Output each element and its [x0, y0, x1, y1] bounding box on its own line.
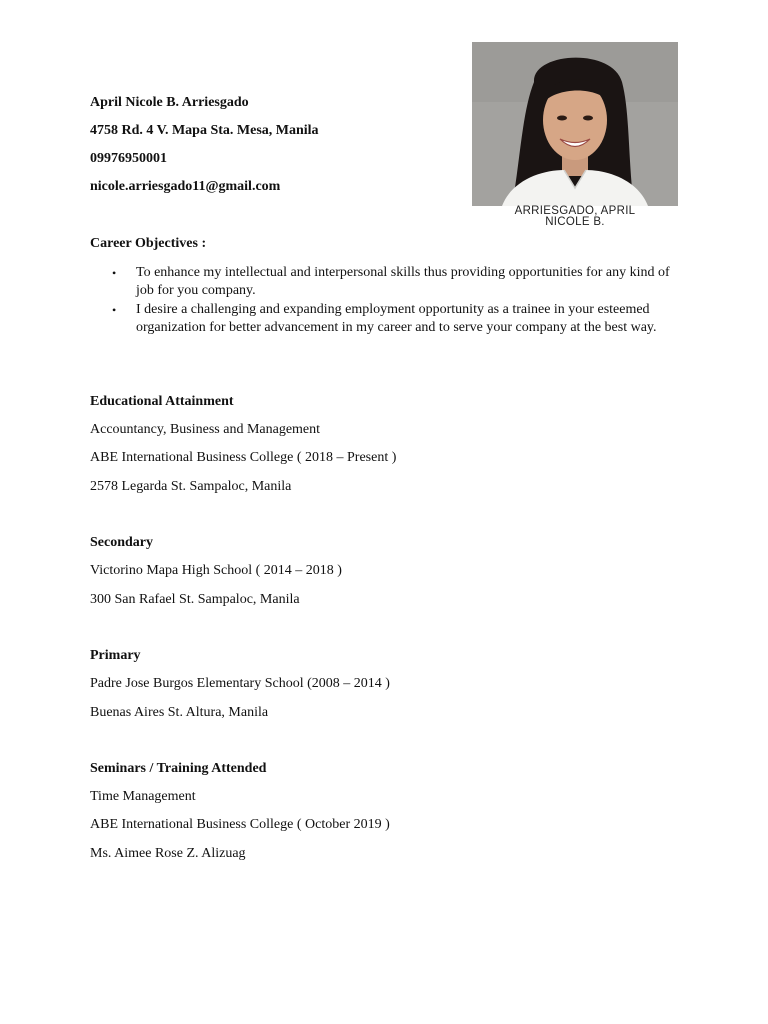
education-heading: Educational Attainment — [90, 394, 234, 409]
photo-caption — [472, 206, 678, 228]
primary-address: Buenas Aires St. Altura, Manila — [90, 705, 269, 720]
objective-text: I desire a challenging and expanding employment opportunity as a trainee in your esteemed organization for better advancement in my career and to serve your company at the best way. — [136, 302, 657, 335]
applicant-address: 4758 Rd. 4 V. Mapa Sta. Mesa, Manila — [90, 123, 319, 138]
bullet-icon: • — [112, 303, 117, 317]
photo-caption-line-2: NICOLE B. — [545, 216, 605, 228]
seminar-venue: ABE International Business College ( October 2019 ) — [90, 817, 390, 832]
career-objectives-list — [110, 264, 682, 338]
seminars-heading: Seminars / Training Attended — [90, 761, 267, 776]
primary-school: Padre Jose Burgos Elementary School (2008 – 2014 ) — [90, 676, 390, 691]
objective-text: To enhance my intellectual and interpersonal skills thus providing opportunities for any kind of job for you company. — [136, 265, 670, 298]
applicant-photo — [472, 42, 678, 206]
education-address: 2578 Legarda St. Sampaloc, Manila — [90, 479, 292, 494]
education-school: ABE International Business College ( 2018 – Present ) — [90, 450, 397, 465]
list-item — [110, 264, 682, 300]
bullet-icon: • — [112, 266, 117, 280]
applicant-name: April Nicole B. Arriesgado — [90, 95, 249, 110]
education-course: Accountancy, Business and Management — [90, 422, 321, 437]
secondary-school: Victorino Mapa High School ( 2014 – 2018 ) — [90, 563, 342, 578]
career-objectives-heading: Career Objectives : — [90, 236, 207, 251]
primary-heading: Primary — [90, 648, 141, 663]
applicant-phone: 09976950001 — [90, 151, 167, 166]
applicant-email: nicole.arriesgado11@gmail.com — [90, 179, 281, 194]
seminar-title: Time Management — [90, 789, 196, 804]
photo-caption-line-1: ARRIESGADO, APRIL — [514, 205, 636, 217]
seminar-speaker: Ms. Aimee Rose Z. Alizuag — [90, 846, 246, 861]
secondary-address: 300 San Rafael St. Sampaloc, Manila — [90, 592, 300, 607]
secondary-heading: Secondary — [90, 535, 153, 550]
list-item — [110, 301, 682, 337]
